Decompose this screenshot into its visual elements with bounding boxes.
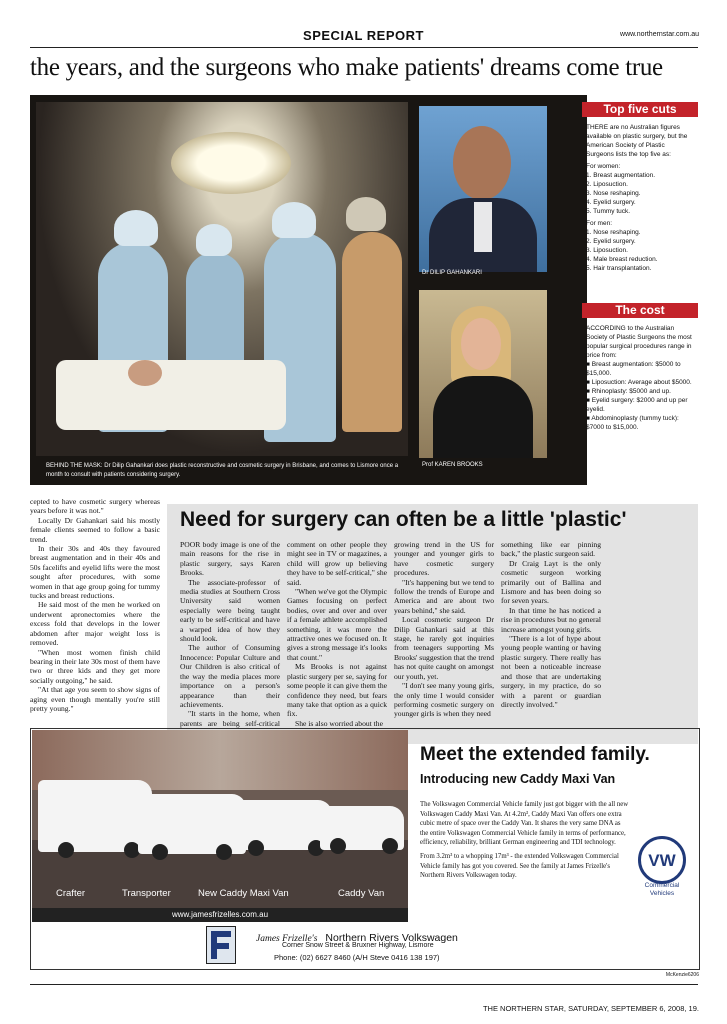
list-item: 4. Male breast reduction. [586,256,658,263]
wheel-icon [248,840,264,856]
paragraph: cepted to have cosmetic surgery whereas years before it was not." [30,497,160,516]
headline: the years, and the surgeons who make patients' dreams come true [30,54,663,81]
professor-top [433,376,533,458]
dealer-address: Corner Snow Street & Bruxner Highway, Lismore [282,942,434,949]
professor-photo [419,290,547,458]
paragraph: She is also worried about the [295,718,383,728]
paragraph: "There is a lot of hype about young people wanting or having plastic surgery. There really has not been a noticeable increase and those that are undertaking surgery, in my practice, do so with a parent or guardian directly involved." [501,634,601,709]
van-label: Crafter [56,888,86,899]
van-label: New Caddy Maxi Van [198,888,289,899]
sidebar [582,102,698,432]
cost-intro: ACCORDING to the Australian Society of Plastic Surgeons the most popular surgical procedures range in price from: [586,325,692,359]
top-five-intro: THERE are no Australian figures available on plastic surgery, but the American Society of Plastic Surgeons lists the top five as: [586,124,688,158]
story-column-2 [287,540,387,728]
paragraph: Locally Dr Gahankari said his mostly female clients seemed to follow a basic trend. [30,515,160,544]
ad-code: McKenzie6206 [665,972,699,978]
doctor-face [453,126,511,200]
van-label: Caddy Van [338,888,385,899]
wheel-icon [216,844,232,860]
surgeon-cap [346,197,386,231]
paragraph: growing trend in the US for younger and younger girls to have cosmetic surgery procedures. [394,540,494,578]
surgeon-figure [342,232,402,432]
paragraph: "When we've got the Olympic Games focusing on perfect bodies, over and over and over if a female athlete accomplished something, it was more the attractive ones we focused on. It gives a strong message it's looks that count." [287,587,387,662]
story-column-4 [501,540,601,709]
dealer-phone[interactable]: Phone: (02) 6627 8460 (A/H Steve 0416 138 197) [274,953,440,962]
list-item: ■ Abdominoplasty (tummy tuck): $7000 to $15,000. [586,415,679,431]
surgery-photo [36,102,408,456]
list-item: ■ Eyelid surgery: $2000 and up per eyelid. [586,397,688,413]
cost-title: The cost [582,303,698,318]
wheel-icon [382,838,398,854]
top-five-title: Top five cuts [582,102,698,117]
paragraph: Local cosmetic surgeon Dr Dilip Gahankari said at this stage, he rarely got inquiries from teenagers supporting Ms Brooks' suggestion that the trend has not quite caught on amongst our youth, yet. [394,615,494,681]
list-item: 1. Nose reshaping. [586,229,641,236]
ad-subhead: Introducing new Caddy Maxi Van [420,772,616,786]
list-item: 2. Eyelid surgery. [586,238,636,245]
paragraph: Dr Craig Layt is the only cosmetic surgeon working primarily out of Ballina and Lismore and has been doing so for seven years. [501,558,601,606]
paragraph: POOR body image is one of the main reasons for the rise in plastic surgery, says Karen Brooks. [180,540,280,578]
list-item: 3. Liposuction. [586,247,628,254]
photo-caption: BEHIND THE MASK: Dr Dilip Gahankari does plastic reconstructive and cosmetic surgery in Brisbane, and comes to Lismore once a month to consult with patients considering surgery. [46,463,399,478]
van-label: Transporter [122,888,171,899]
dealer-script: James Frizelle's [256,934,318,944]
paragraph: "I don't see many young girls, the only time I would consider performing cosmetic surgery on younger girls is when they need [394,681,494,719]
list-item: 3. Nose reshaping. [586,190,641,197]
wheel-icon [58,842,74,858]
wheel-icon [330,838,346,854]
list-item: ■ Breast augmentation: $5000 to $15,000. [586,361,681,377]
section-title: SPECIAL REPORT [303,28,424,43]
list-item: ■ Rhinoplasty: $5000 and up. [586,388,671,395]
paragraph: In their 30s and 40s they favoured breast augmentation and in their 40s and 50s facelifts and eyelid lifts were the most sought after procedures, with some women in that age group going for tummy tucks and breast reductions. [30,544,160,601]
brooks-caption: Prof KAREN BROOKS [422,462,483,468]
paragraph: "It's happening but we tend to follow the trends of Europe and America and are about two years behind," she said. [394,577,494,615]
dealer-logo-icon [206,926,236,964]
story-column-1 [180,540,280,738]
ad-body: From 3.2m³ to a whopping 17m³ - the extended Volkswagen Commercial Vehicle family has got you covered. See the family at James Frizelle's Northern Rivers Volkswagen today. [420,852,619,880]
dealer-url[interactable]: www.jamesfrizelles.com.au [32,908,408,922]
patient-head [128,360,162,386]
surgical-lamp [171,132,291,194]
surgeon-figure [186,252,244,372]
dealer-name: Northern Rivers Volkswagen [325,932,458,944]
surgeon-cap [196,224,232,256]
doctor-shirt [474,202,492,252]
paragraph: "When most women finish child bearing in their late 30s most of them have two or three kids and they get more socially outgoing," he said. [30,647,160,685]
doctor-photo [419,106,547,272]
patient-sheet [56,360,286,430]
list-item: 2. Liposuction. [586,181,628,188]
svg-text:VW: VW [648,851,676,870]
caption-line: Commercial [644,882,680,889]
van-photo [32,730,408,908]
wheel-icon [152,844,168,860]
women-label: For women: [586,163,621,170]
surgeon-cap [114,210,158,246]
men-label: For men: [586,220,613,227]
top-five-body [582,117,698,273]
story-headline: Need for surgery can often be a little 'plastic' [180,508,627,531]
list-item: 5. Hair transplantation. [586,265,652,272]
footer-rule [30,984,698,985]
paragraph: "At that age you seem to show signs of aging even though mentally you're still pretty young." [30,685,160,713]
list-item: 1. Breast augmentation. [586,172,656,179]
vw-logo-icon [638,836,686,884]
ad-headline: Meet the extended family. [420,744,650,765]
list-item: ■ Liposuction: Average about $5000. [586,379,692,386]
ad-body: The Volkswagen Commercial Vehicle family just got bigger with the all new Volkswagen Caddy Maxi Van. At 4.2m³, Caddy Maxi Van offers one extra cubic metre of space over the Caddy Van. It shares the very same DNA as the entire Volkswagen Commercial Vehicle family in terms of performance, efficiency, reliability, brilliant German engineering and TDI technology. [420,801,629,847]
paragraph: The author of Consuming Innocence: Popular Culture and Our Children is also critical of the way the media places more importance on a person's appearance than their achievements. [180,643,280,709]
header-rule [30,47,698,48]
paragraph: "It starts in the home, when parents are being self-critical [180,709,280,728]
gahankari-caption: Dr DILIP GAHANKARI [422,270,482,276]
professor-face [461,318,501,370]
caption-line: Vehicles [649,890,675,897]
paragraph: something like ear pinning back," the plastic surgeon said. [501,540,601,559]
paragraph: In that time he has noticed a rise in procedures but no general increase amongst young girls. [501,605,601,634]
vw-logo-caption [630,882,694,898]
surgeon-cap [272,202,316,238]
story-left-column [30,497,160,713]
list-item: 5. Tummy tuck. [586,208,631,215]
page-footer: THE NORTHERN STAR, SATURDAY, SEPTEMBER 6, 2008, 19. [482,1004,699,1013]
paragraph: The associate-professor of media studies at Southern Cross University said women especially were being taught early to be self-critical and have a warped idea of how they should look. [180,577,280,644]
header-url[interactable]: www.northernstar.com.au [620,31,699,38]
list-item: 4. Eyelid surgery. [586,199,636,206]
paragraph: Ms Brooks is not against plastic surgery per se, saying for some people it can give them the confidence they need, but fears many take that option as a quick fix. [287,662,387,719]
story-column-3 [394,540,494,719]
paragraph: comment on other people they might see in TV or magazines, a child will grow up believing they have to be self-critical," she said. [287,540,387,587]
cost-body [582,318,698,432]
crafter-van [38,780,152,852]
paragraph: He said most of the men he worked on underwent apronectomies where the excess fold that develops in the lower abdomen after major weight loss is removed. [30,600,160,648]
